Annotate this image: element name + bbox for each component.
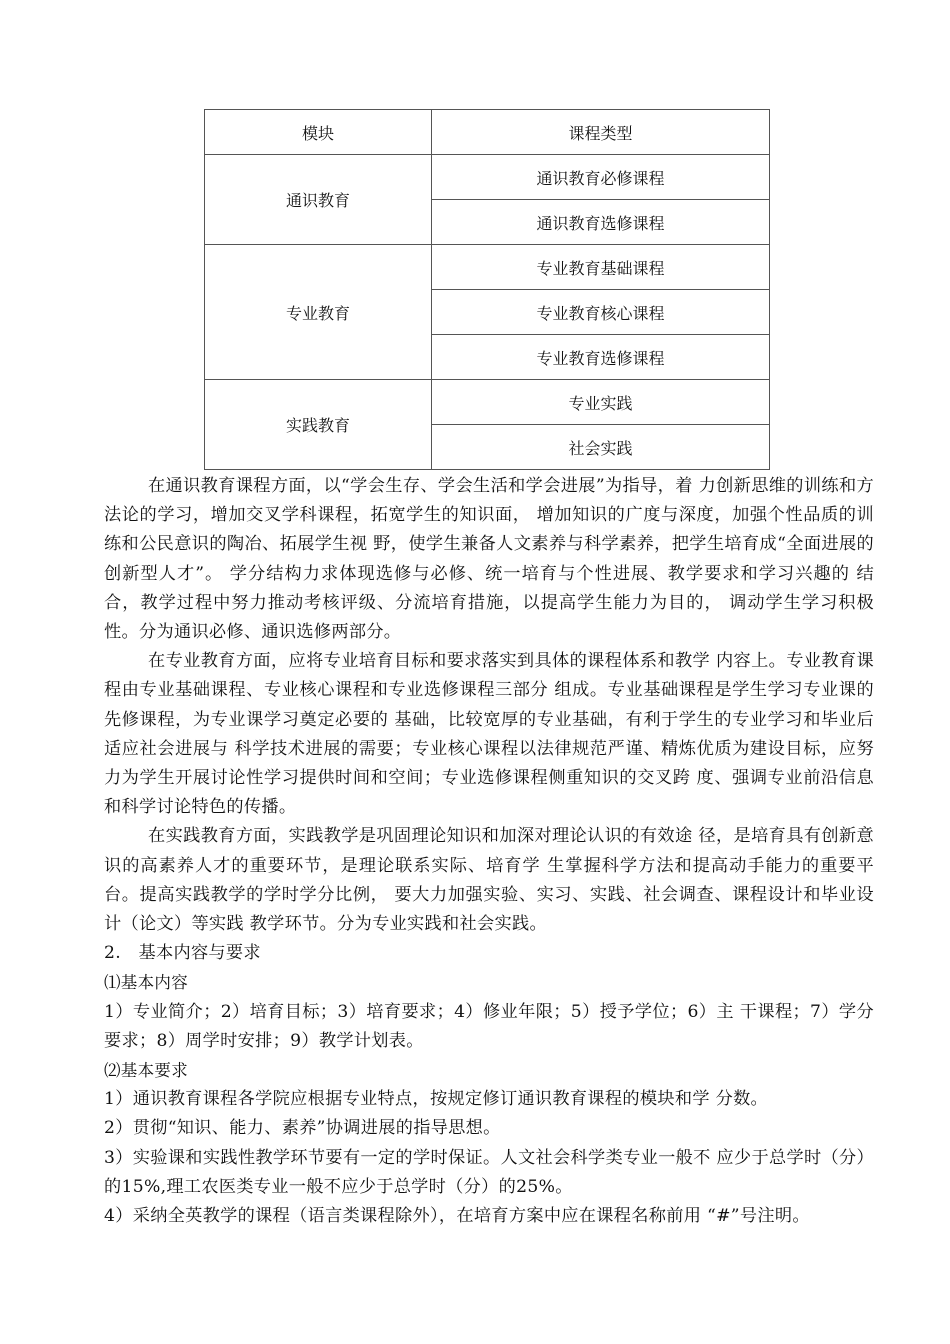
requirement-item: 4）采纳全英教学的课程（语言类课程除外），在培育方案中应在课程名称前用 “#”号注明。 (104, 1206, 810, 1227)
course-cell: 专业教育选修课程 (432, 335, 770, 380)
module-cell: 实践教育 (205, 380, 432, 470)
course-cell: 专业教育核心课程 (432, 290, 770, 335)
body-text (104, 472, 874, 1231)
section-heading: 2. 基本内容与要求 (104, 943, 261, 964)
table-row (205, 155, 770, 200)
course-cell: 通识教育必修课程 (432, 155, 770, 200)
course-cell: 专业教育基础课程 (432, 245, 770, 290)
basic-content-list: 1）专业简介；2）培育目标；3）培育要求；4）修业年限；5）授予学位；6）主 干课程；7）学分要求；8）周学时安排；9）教学计划表。 (104, 1001, 874, 1051)
course-cell: 通识教育选修课程 (432, 200, 770, 245)
course-cell: 专业实践 (432, 380, 770, 425)
module-cell: 通识教育 (205, 155, 432, 245)
requirement-item: 1）通识教育课程各学院应根据专业特点，按规定修订通识教育课程的模块和学 分数。 (104, 1089, 769, 1110)
paragraph-professional-education: 在专业教育方面，应将专业培育目标和要求落实到具体的课程体系和教学 内容上。专业教育课程由专业基础课程、专业核心课程和专业选修课程三部分 组成。专业基础课程是学生学习专业课的先修课程，为专业课学习奠定必要的 基础，比较宽厚的专业基础，有利于学生的专业学习和毕业后适应社会进展与 科学技术进展的需要；专业核心课程以法律规范严谨、精炼优质为建设目标，应努 力为学生开展讨论性学习提供时间和空间；专业选修课程侧重知识的交叉跨 度、强调专业前沿信息和科学讨论特色的传播。 (104, 651, 874, 818)
table-header-course-type: 课程类型 (432, 110, 770, 155)
course-cell: 社会实践 (432, 425, 770, 470)
module-cell: 专业教育 (205, 245, 432, 380)
table-row (205, 245, 770, 290)
requirement-item: 3）实验课和实践性教学环节要有一定的学时保证。人文社会科学类专业一般不 应少于总学时（分）的15%,理工农医类专业一般不应少于总学时（分）的25%。 (104, 1147, 874, 1197)
table-header-row (205, 110, 770, 155)
subsection-heading-content: ⑴基本内容 (104, 973, 188, 993)
table-row (205, 380, 770, 425)
subsection-heading-requirements: ⑵基本要求 (104, 1061, 188, 1081)
paragraph-practice-education: 在实践教育方面，实践教学是巩固理论知识和加深对理论认识的有效途 径，是培育具有创新意识的高素养人才的重要环节，是理论联系实际、培育学 生掌握科学方法和提高动手能力的重要平台。提高实践教学的学时学分比例， 要大力加强实验、实习、实践、社会调查、课程设计和毕业设计（论文）等实践 教学环节。分为专业实践和社会实践。 (104, 826, 874, 935)
requirement-item: 2）贯彻“知识、能力、素养”协调进展的指导思想。 (104, 1118, 501, 1139)
module-course-table (204, 109, 770, 470)
table-header-module: 模块 (205, 110, 432, 155)
paragraph-general-education: 在通识教育课程方面，以“学会生存、学会生活和学会进展”为指导，着 力创新思维的训练和方法论的学习，增加交叉学科课程，拓宽学生的知识面， 增加知识的广度与深度，加强个性品质的训练和公民意识的陶冶、拓展学生视 野，使学生兼备人文素养与科学素养，把学生培育成“全面进展的创新型人才”。 学分结构力求体现选修与必修、统一培育与个性进展、教学要求和学习兴趣的 结合，教学过程中努力推动考核评级、分流培育措施，以提高学生能力为目的， 调动学生学习积极性。分为通识必修、通识选修两部分。 (104, 476, 874, 643)
